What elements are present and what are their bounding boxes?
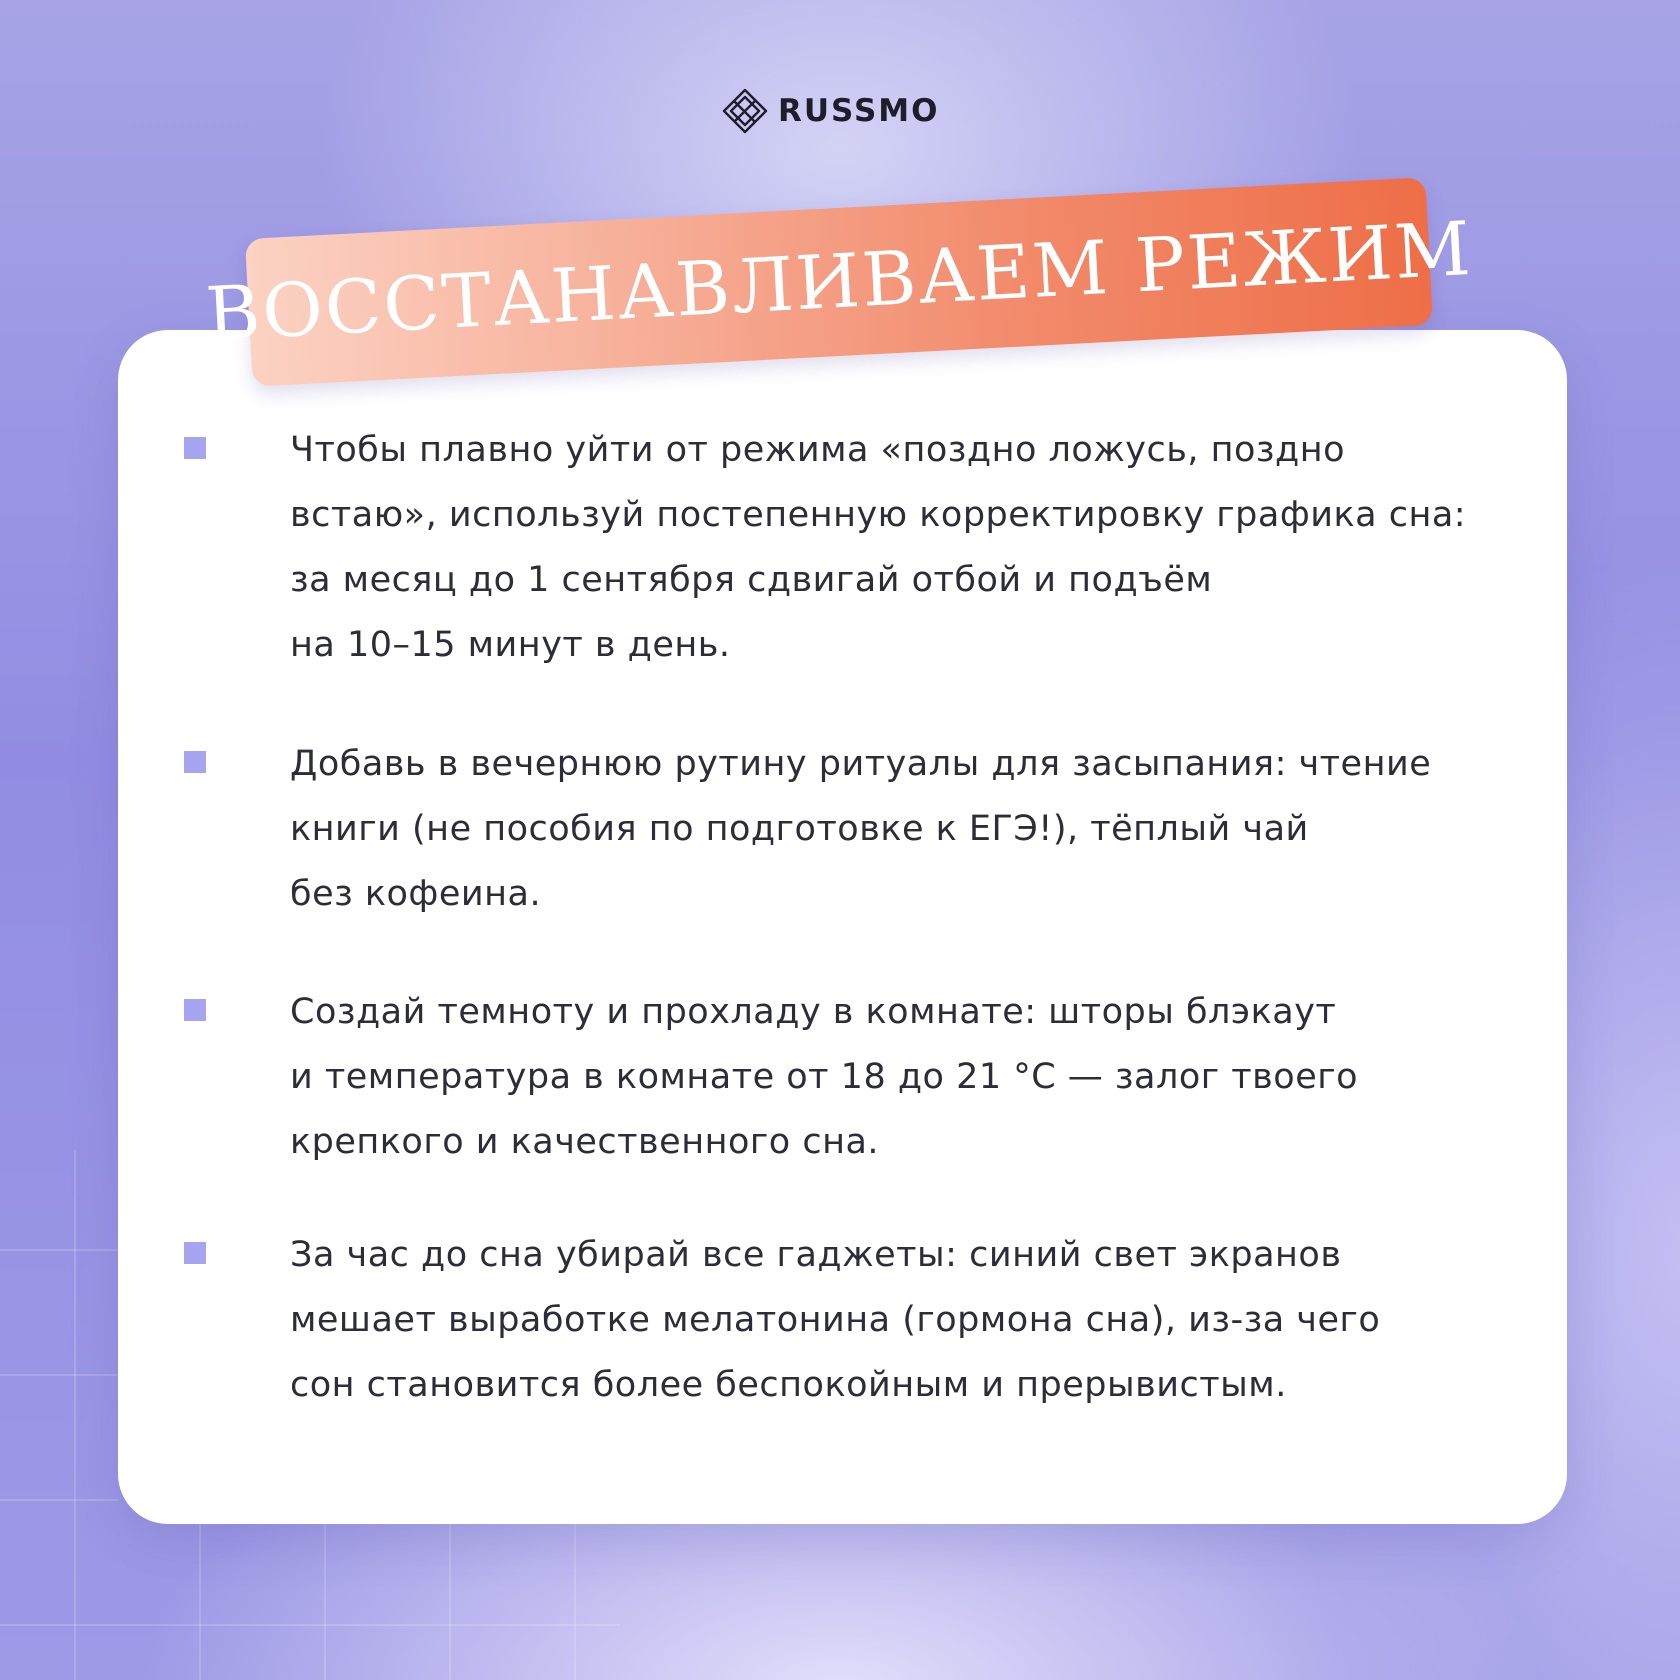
square-bullet-icon [184,437,206,459]
square-bullet-icon [184,751,206,773]
tip-text: Чтобы плавно уйти от режима «поздно ложусь, поздно встаю», используй постепенную корректировку графика сна: за месяц до 1 сентября сдвигай отбой и подъём на 10–15 минут в день. [290,430,1467,665]
tip-item [184,732,1524,927]
square-bullet-icon [184,999,206,1021]
brand-logo [722,86,940,136]
diamond-logo-icon [722,88,768,134]
tip-text: За час до сна убирай все гаджеты: синий свет экранов мешает выработке мелатонина (гормона сна), из-за чего сон становится более беспокойным и прерывистым. [290,1235,1381,1405]
tip-item [184,980,1524,1175]
tip-item [184,418,1524,678]
square-bullet-icon [184,1242,206,1264]
page-title: ВОССТАНАВЛИВАЕМ РЕЖИМ [203,205,1475,359]
tip-text: Создай темноту и прохладу в комнате: шторы блэкаут и температура в комнате от 18 до 21 °С — залог твоего крепкого и качественного сна. [290,992,1359,1162]
tip-item [184,1223,1524,1418]
brand-name: RUSSMO [778,93,940,129]
tips-card [118,330,1567,1524]
tip-text: Добавь в вечернюю рутину ритуалы для засыпания: чтение книги (не пособия по подготовке к ЕГЭ!), тёплый чай без кофеина. [290,744,1432,914]
